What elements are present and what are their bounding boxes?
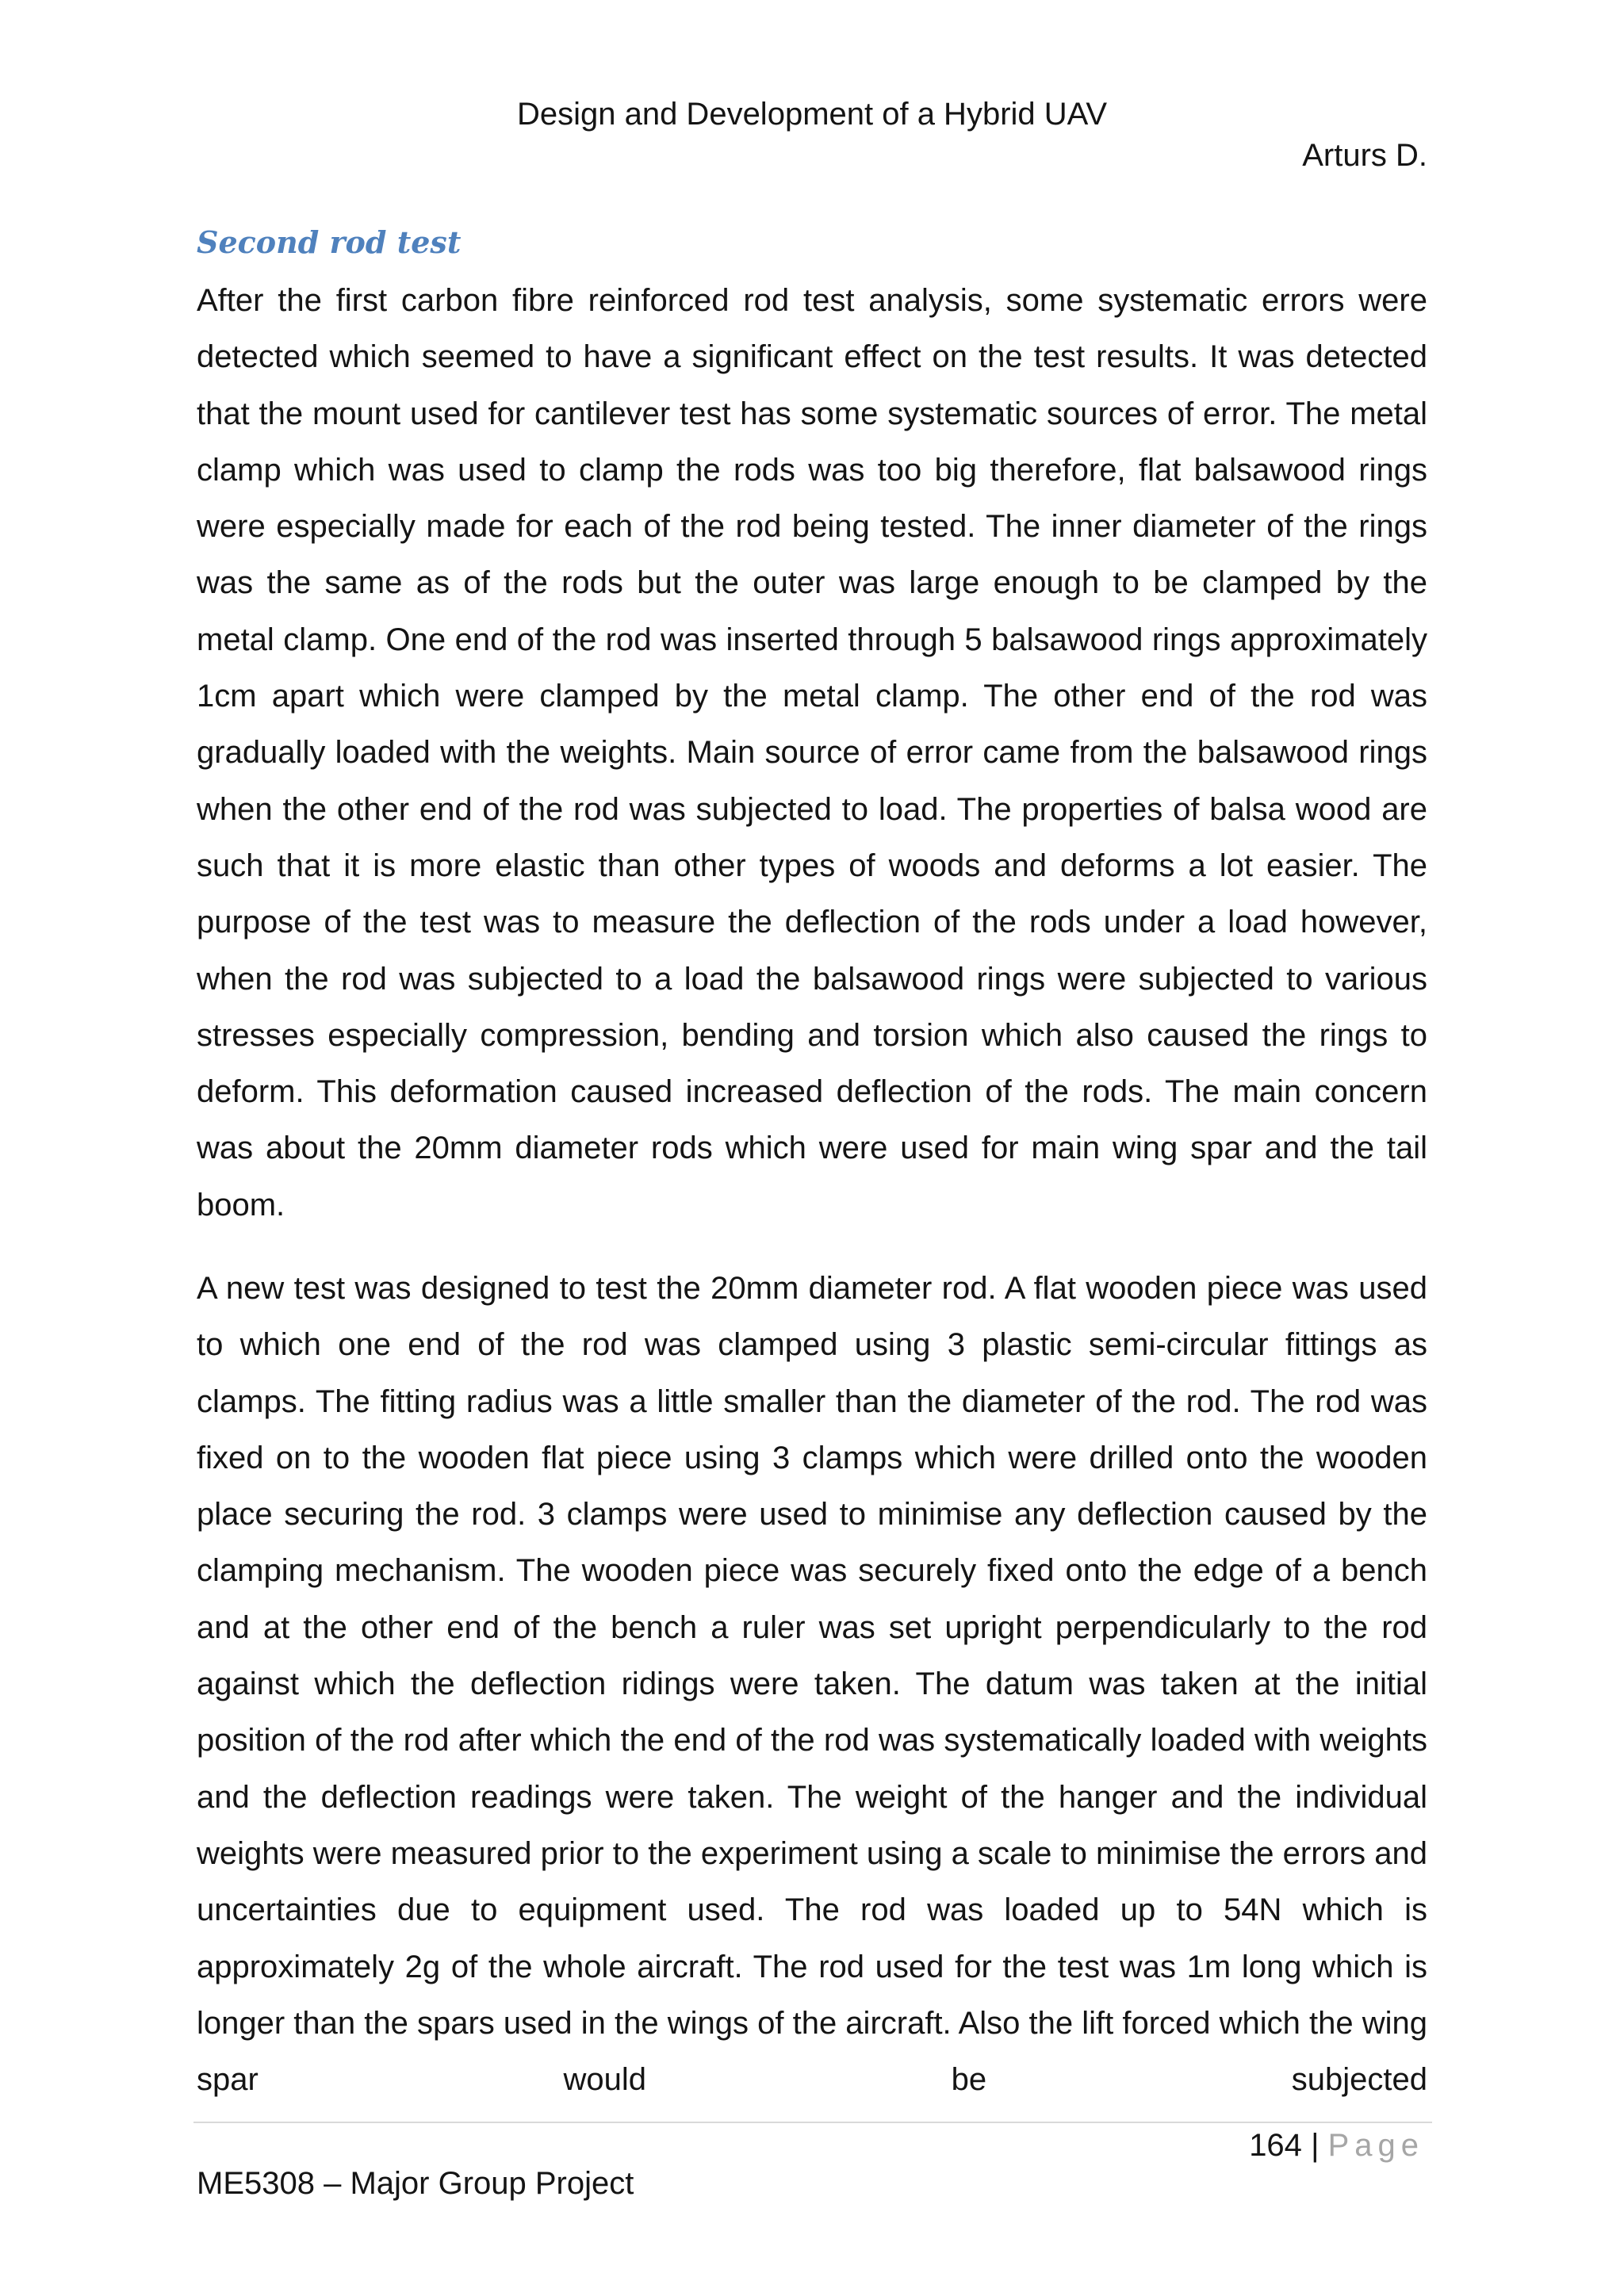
header-title: Design and Development of a Hybrid UAV <box>516 97 1108 132</box>
body-paragraph: A new test was designed to test the 20mm diameter rod. A flat wooden piece was used to which one end of the rod was clamped using 3 plastic semi-circular fittings as clamps. The fitting radius was a little smaller than the diameter of the rod. The rod was fixed on to the wooden flat piece using 3 clamps which were drilled onto the wooden place securing the rod. 3 clamps were used to minimise any deflection caused by the clamping mechanism. The wooden piece was securely fixed onto the edge of a bench and at the other end of the bench a ruler was set upright perpendicularly to the rod against which the deflection ridings were taken. The datum was taken at the initial position of the rod after which the end of the rod was systematically loaded with weights and the deflection readings were taken. The weight of the hanger and the individual weights were measured prior to the experiment using a scale to minimise the errors and uncertainties due to equipment used. The rod was loaded up to 54N which is approximately 2g of the whole aircraft. The rod used for the test was 1m long which is longer than the spars used in the wings of the aircraft. Also the lift forced which the wing spar would be subjected <box>197 1271 1427 2098</box>
page-number-separator: | <box>1311 2128 1320 2163</box>
header-author: Arturs D. <box>1302 138 1427 173</box>
page-number-value: 164 <box>1249 2128 1302 2163</box>
footer-divider <box>193 2122 1432 2123</box>
body-paragraph: After the first carbon fibre reinforced rod test analysis, some systematic errors were detected which seemed to have a significant effect on the test results. It was detected that the mount used for cantilever test has some systematic sources of error. The metal clamp which was used to clamp the rods was too big therefore, flat balsawood rings were especially made for each of the rod being tested. The inner diameter of the rings was the same as of the rods but the outer was large enough to be clamped by the metal clamp. One end of the rod was inserted through 5 balsawood rings approximately 1cm apart which were clamped by the metal clamp. The other end of the rod was gradually loaded with the weights. Main source of error came from the balsawood rings when the other end of the rod was subjected to load. The properties of balsa wood are such that it is more elastic than other types of woods and deforms a lot easier. The purpose of the test was to measure the deflection of the rods under a load however, when the rod was subjected to a load the balsawood rings were subjected to various stresses especially compression, bending and torsion which also caused the rings to deform. This deformation caused increased deflection of the rods. The main concern was about the 20mm diameter rods which were used for main wing spar and the tail boom. <box>197 283 1427 1223</box>
footer-project: ME5308 – Major Group Project <box>197 2166 634 2201</box>
page-label: Page <box>1327 2128 1424 2163</box>
section-heading: Second rod test <box>197 224 462 260</box>
page-number <box>1249 2125 1424 2166</box>
